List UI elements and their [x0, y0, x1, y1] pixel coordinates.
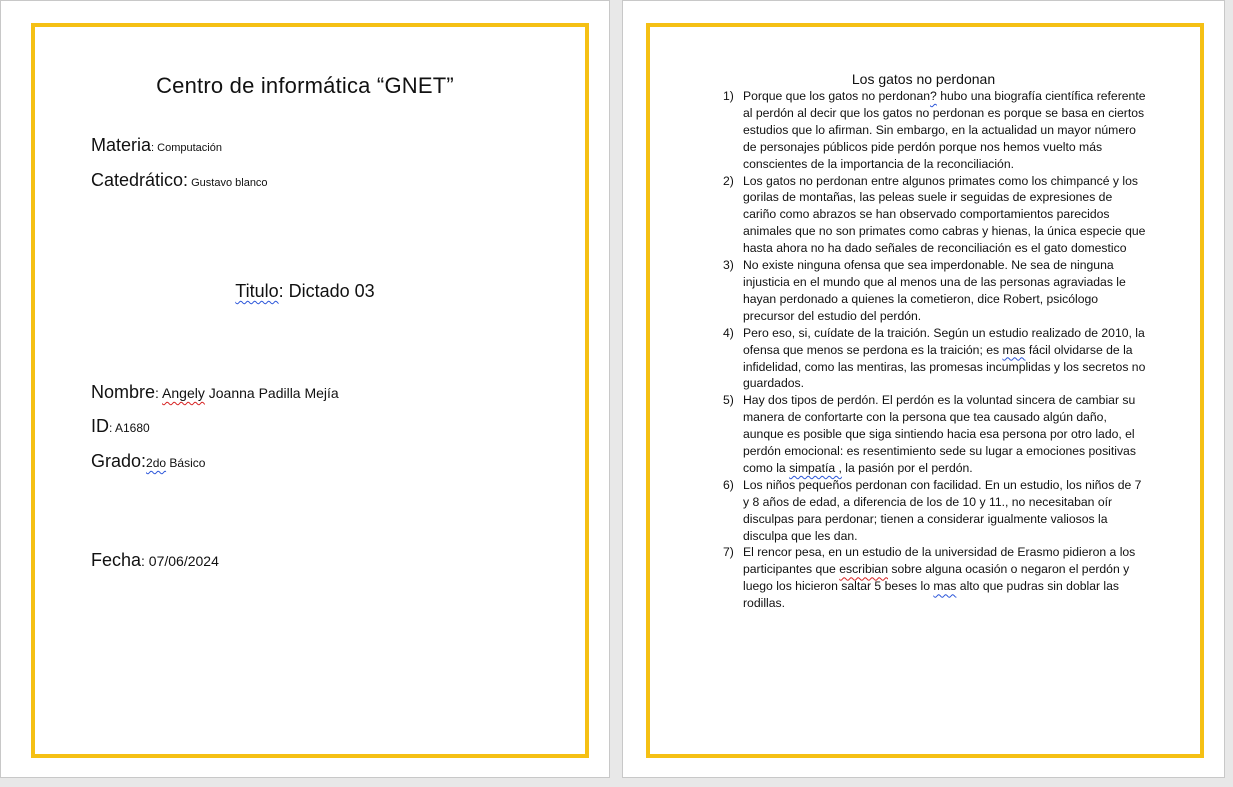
grado-value-rest: Básico — [166, 456, 206, 470]
list-item-text: Los niños pequeños perdonan con facilidad. En un estudio, los niños de 7 y 8 años de edad, a diferencia de los de 10 y 11., no necesitaban oír disculpas para perdonar; tienen a considerar igualmente valiosos la disculpa que les dan. — [743, 477, 1142, 543]
list-item — [723, 257, 1147, 325]
titulo-label: Titulo — [235, 281, 279, 301]
list-item — [723, 88, 1147, 173]
list-item — [723, 477, 1147, 545]
id-value: : A1680 — [109, 421, 150, 435]
list-item — [723, 392, 1147, 477]
list-item-number: 6) — [723, 477, 734, 492]
grado-field — [91, 451, 205, 472]
list-item — [723, 544, 1147, 612]
list-item-text: hubo una biografía científica referente al perdón al decir que los gatos no perdonan es porque se basa en ciertos estudios que lo afirman. Sin embargo, en la actualidad un mayor número de personajes públicos pide perdón porque nos hemos vuelto más conscientes de la importancia de la reconciliación. — [743, 89, 1146, 171]
grado-label: Grado: — [91, 451, 147, 471]
list-item — [723, 173, 1147, 258]
materia-field — [91, 135, 222, 156]
catedratico-label: Catedrático: — [91, 170, 189, 190]
list-item-number: 3) — [723, 258, 734, 273]
titulo-field — [1, 281, 609, 302]
list-item-text: El rencor pesa, en un estudio de la universidad de Erasmo pidieron a los participantes que — [743, 545, 1136, 577]
list-item — [723, 325, 1147, 393]
list-item-number: 7) — [723, 545, 734, 560]
numbered-list — [723, 88, 1147, 612]
materia-label: Materia — [91, 135, 152, 155]
list-item-number: 5) — [723, 393, 734, 408]
fecha-value: : 07/06/2024 — [141, 553, 219, 569]
id-label: ID — [91, 416, 109, 436]
nombre-field — [91, 382, 339, 403]
flagged-word: ? — [930, 89, 937, 103]
flagged-word: escribian — [839, 562, 888, 577]
nombre-first-name: Angely — [162, 385, 205, 401]
fecha-label: Fecha — [91, 550, 142, 570]
document-page-1 — [0, 0, 610, 778]
list-item-number: 2) — [723, 173, 734, 188]
grado-value-first: 2do — [146, 456, 167, 470]
materia-value: : Computación — [151, 142, 222, 154]
document-page-2 — [622, 0, 1225, 778]
list-item-text: fácil olvidarse de la infidelidad, como las mentiras, las promesas incumplidas y los secretos no guardados. — [743, 342, 1146, 391]
titulo-value: : Dictado 03 — [278, 281, 375, 301]
nombre-label: Nombre — [91, 382, 156, 402]
cover-title: Centro de informática “GNET” — [156, 73, 454, 98]
list-item-text: No existe ninguna ofensa que sea imperdonable. Ne sea de ninguna injusticia en el mundo que al menos una de las personas agraviadas le hayan perdonado a quienes la cometieron, dice Robert, psicólogo precursor del estudio del perdón. — [743, 258, 1126, 323]
list-item-text: Pero eso, si, cuídate de la traición. Según un estudio realizado de 2010, la ofensa que menos se perdona es la traición; es — [743, 325, 1145, 357]
list-item-text: Hay dos tipos de perdón. El perdón es la voluntad sincera de cambiar su manera de confortarte con la persona que tea causado algún daño, aunque es posible que siga sintiendo hacia esa persona por otro lado, el perdón emocional: es resentimiento sede su lugar a emociones positivas como la — [743, 393, 1136, 475]
flagged-word: simpatía , — [789, 460, 842, 475]
nombre-value-rest: Joanna Padilla Mejía — [204, 385, 339, 401]
flagged-word: mas — [1002, 342, 1026, 357]
list-item-number: 1) — [723, 89, 734, 103]
list-item-text: la pasión por el perdón. — [841, 460, 973, 475]
nombre-value-prefix: : — [155, 385, 163, 401]
fecha-field — [91, 550, 219, 571]
dictation-title: Los gatos no perdonan — [851, 71, 996, 87]
list-item-text: Los gatos no perdonan entre algunos primates como los chimpancé y los gorilas de montañas, las peleas suele ir seguidas de expresiones de cariño como abrazos se han observado comportamientos parecidos animales que no son primates como cabras y hienas, la única especie que hasta ahora no ha dado señales de reconciliación es el gato domestico — [743, 173, 1146, 256]
id-field — [91, 416, 150, 437]
catedratico-value: Gustavo blanco — [188, 177, 268, 189]
catedratico-field — [91, 170, 268, 191]
flagged-word: mas — [933, 579, 957, 594]
list-item-number: 4) — [723, 325, 734, 340]
list-item-text: alto que pudras sin doblar las rodillas. — [743, 579, 1120, 611]
list-item-text: Porque que los gatos no perdonan — [743, 89, 931, 103]
list-item-text: sobre alguna ocasión o negaron el perdón y luego los hicieron saltar 5 beses lo — [743, 562, 1130, 594]
